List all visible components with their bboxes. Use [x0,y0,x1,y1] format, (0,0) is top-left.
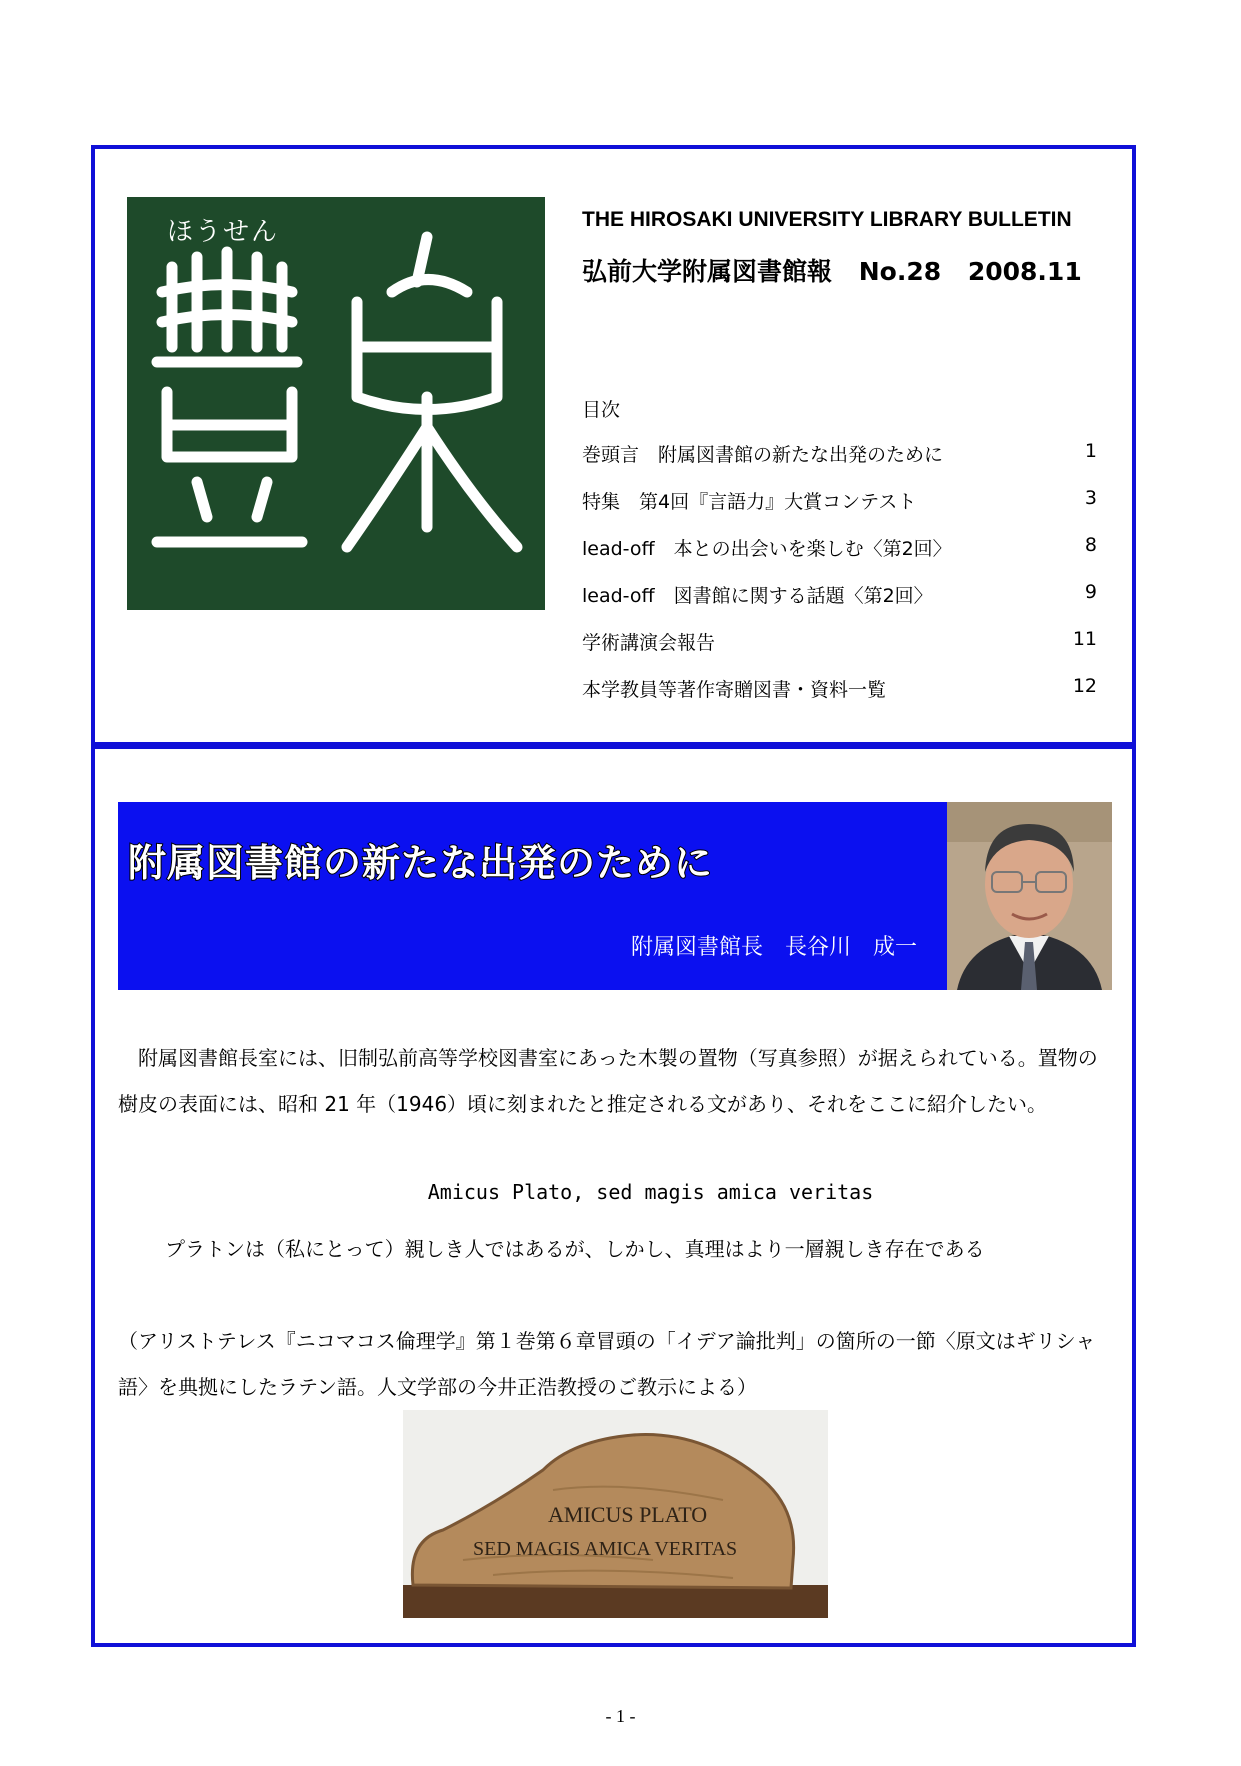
wooden-ornament-photo [403,1410,828,1618]
japanese-title-text: 弘前大学附属図書館報 [582,257,833,286]
author-portrait-photo [947,802,1112,990]
wood-carving-image-icon [403,1410,828,1618]
toc-item-title: 特集 第4回『言語力』大賞コンテスト [582,491,917,513]
latin-quote: Amicus Plato, sed magis amica veritas [427,1180,874,1204]
portrait-image-icon [947,802,1112,990]
bulletin-logo [127,197,545,610]
toc-item-page: 8 [1084,534,1097,556]
toc-item-title: lead-off 図書館に関する話題〈第2回〉 [582,585,933,607]
table-of-contents [582,440,1102,722]
toc-item[interactable] [582,487,1102,534]
toc-item-page: 12 [1072,675,1097,697]
toc-item-title: 巻頭言 附属図書館の新たな出発のために [582,444,944,466]
toc-item-page: 11 [1072,628,1097,650]
quote-source-note: （アリストテレス『ニコマコス倫理学』第１巻第６章冒頭の「イデア論批判」の箇所の一節〈原文はギリシャ語〉を典拠にしたラテン語。人文学部の今井正浩教授のご教示による） [118,1329,1096,1399]
toc-heading: 目次 [582,399,621,421]
issue-number: No.28 [858,257,942,286]
toc-item-title: 学術講演会報告 [582,632,716,654]
toc-item[interactable] [582,581,1102,628]
quote-translation: プラトンは（私にとって）親しき人ではあるが、しかし、真理はより一層親しき存在である [165,1237,985,1261]
article-title: 附属図書館の新たな出発のために [128,841,714,885]
seal-script-logo-icon [127,197,545,610]
toc-item-page: 1 [1084,440,1097,462]
toc-item-page: 3 [1084,487,1097,509]
issue-date: 2008.11 [967,257,1082,286]
article-paragraph: 附属図書館長室には、旧制弘前高等学校図書室にあった木製の置物（写真参照）が据えられている。置物の樹皮の表面には、昭和 21 年（1946）頃に刻まれたと推定される文があり、それをここに紹介したい。 [118,1046,1098,1116]
toc-item[interactable] [582,440,1102,487]
toc-item[interactable] [582,534,1102,581]
page-number: - 1 - [605,1706,636,1726]
toc-item-title: 本学教員等著作寄贈図書・資料一覧 [582,679,887,701]
carving-line-2: SED MAGIS AMICA VERITAS [473,1538,738,1560]
article-banner [118,802,947,990]
toc-item[interactable] [582,628,1102,675]
toc-item-title: lead-off 本との出会いを楽しむ〈第2回〉 [582,538,952,560]
toc-item[interactable] [582,675,1102,722]
japanese-bulletin-title [582,252,1100,288]
carving-line-1: AMICUS PLATO [548,1502,708,1527]
toc-item-page: 9 [1084,581,1097,603]
english-bulletin-title: THE HIROSAKI UNIVERSITY LIBRARY BULLETIN [582,208,1072,231]
article-author: 附属図書館長 長谷川 成一 [630,935,917,960]
logo-reading: ほうせん [167,217,280,247]
